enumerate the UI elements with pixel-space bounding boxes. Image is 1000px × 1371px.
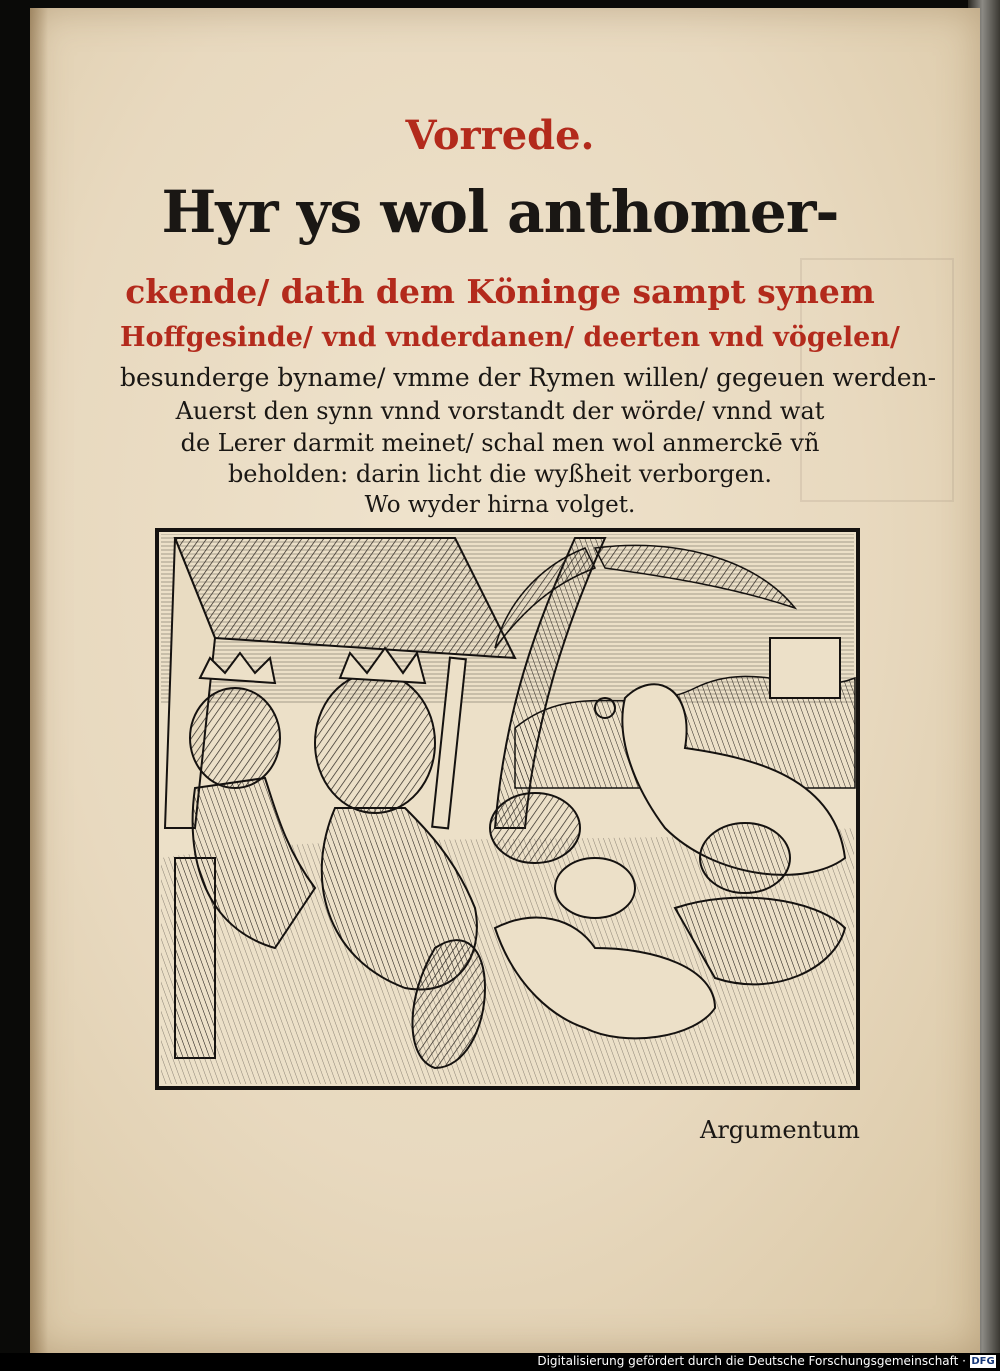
town bbox=[770, 638, 840, 698]
dog bbox=[555, 858, 635, 918]
page-title: Vorrede. bbox=[405, 112, 595, 159]
heading-line-5: Auerst den synn vnnd vorstandt der wörde/ vnnd wat bbox=[175, 397, 825, 425]
king-lion-mane bbox=[315, 673, 435, 813]
woodcut-illustration bbox=[155, 528, 860, 1090]
catchword: Argumentum bbox=[700, 1116, 860, 1144]
heading-line-1 bbox=[120, 178, 880, 246]
bear bbox=[490, 793, 580, 863]
heading-line-2: ckende/ dath dem Köninge sampt synem bbox=[125, 272, 875, 311]
dfg-logo: DFG bbox=[971, 1356, 995, 1367]
queen-lion-head bbox=[190, 688, 280, 788]
heading-line-8: Wo wyder hirna volget. bbox=[364, 492, 636, 518]
heading-line-4: besunderge byname/ vmme der Rymen willen/ gegeuen werden- bbox=[120, 363, 937, 392]
heading-line-6: de Lerer darmit meinet/ schal men wol anmerckē vñ bbox=[180, 429, 820, 457]
funding-notice: Digitalisierung gefördert durch die Deutsche Forschungsgemeinschaft · bbox=[537, 1354, 966, 1368]
heading-line-7: beholden: darin licht die wyßheit verborgen. bbox=[227, 460, 773, 488]
heading-line-1-text: Hyr ys wol anthomer- bbox=[161, 178, 839, 246]
wolf bbox=[700, 823, 790, 893]
heading-line-3: Hoffgesinde/ vnd vnderdanen/ deerten vnd vögelen/ bbox=[120, 322, 900, 353]
